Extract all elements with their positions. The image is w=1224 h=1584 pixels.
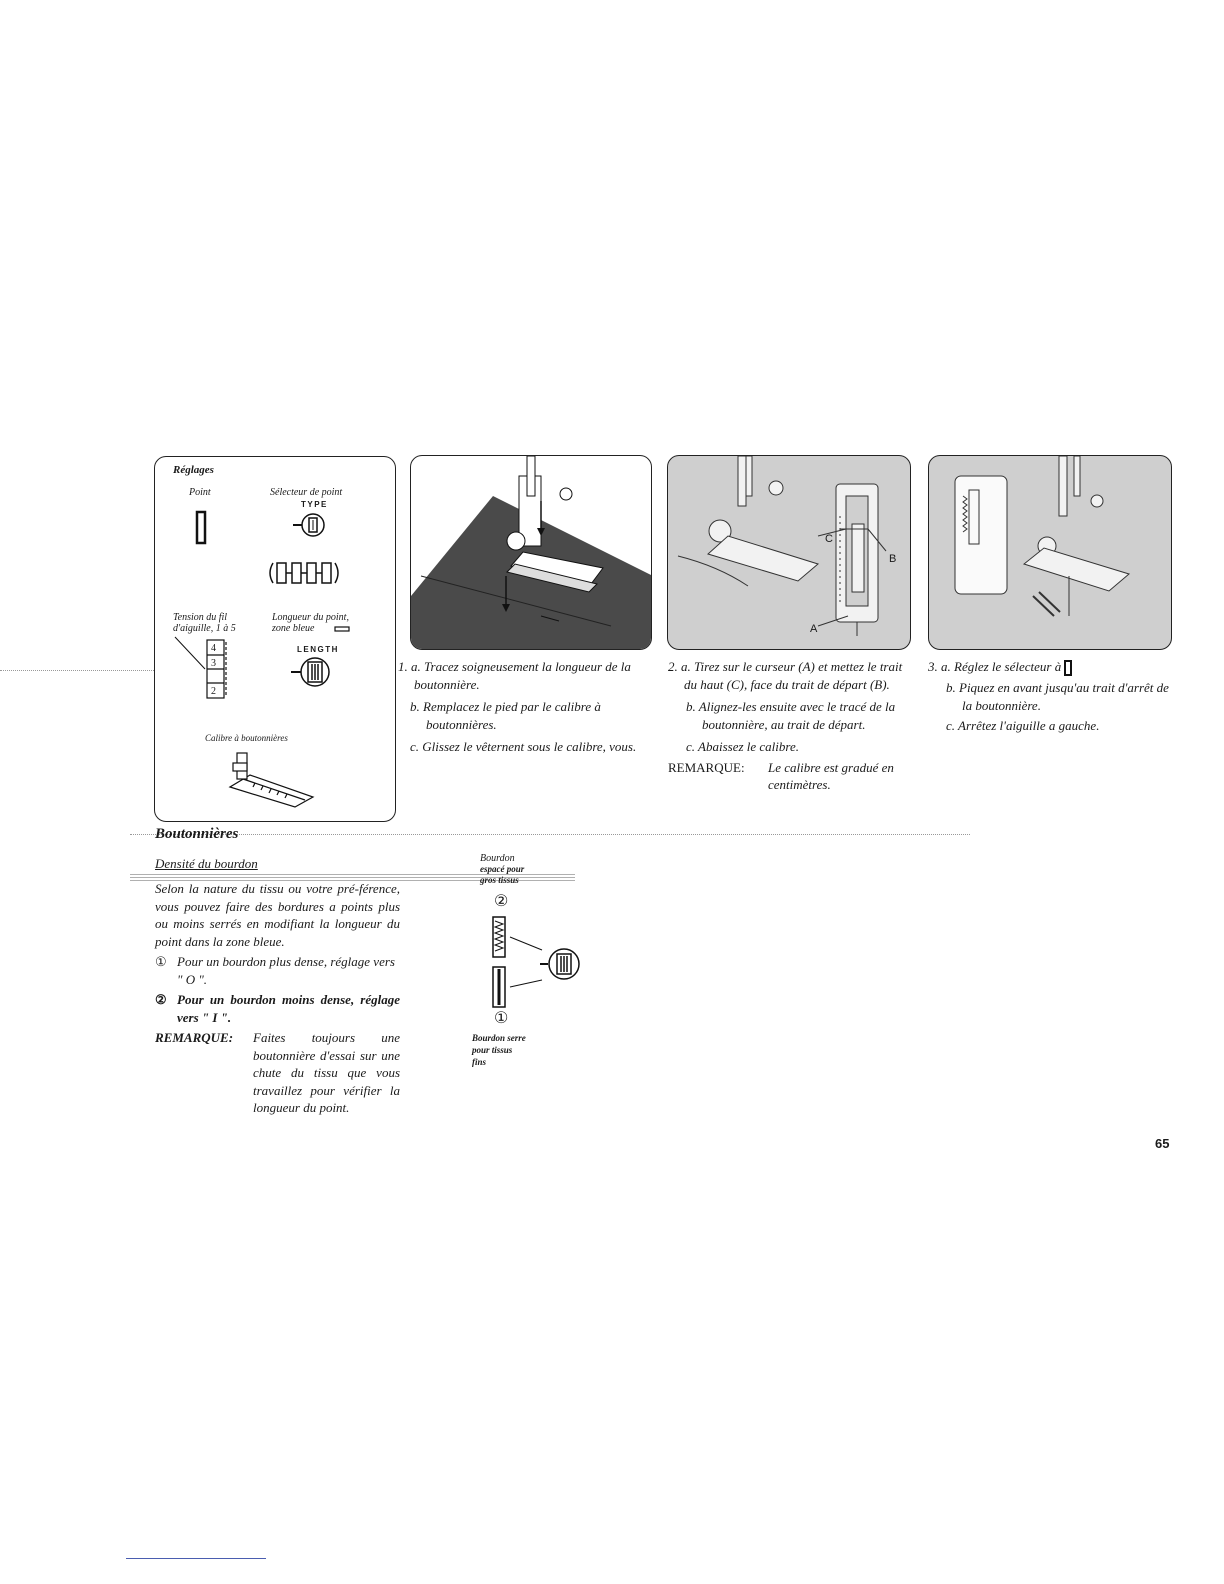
tension-label-1: Tension du fil xyxy=(173,612,228,623)
separator-line xyxy=(0,670,154,671)
dial-number-4: 4 xyxy=(211,643,216,654)
step-2-text xyxy=(668,658,916,794)
blue-zone-icon xyxy=(335,627,349,631)
page-number: 65 xyxy=(1155,1136,1170,1151)
settings-illustrations xyxy=(155,457,396,822)
dial-number-2: 2 xyxy=(211,686,216,697)
separator-line xyxy=(130,834,970,835)
sewing-buttonhole-illustration xyxy=(929,456,1172,650)
density-top-label-1: Bourdon xyxy=(480,853,515,864)
step-2-note-label: REMARQUE: xyxy=(668,759,745,775)
step-3c: c. Arrêtez l'aiguille a gauche. xyxy=(946,718,1100,734)
footer-line xyxy=(126,1558,266,1559)
dial-number-3: 3 xyxy=(211,658,216,669)
label-c: C xyxy=(825,533,833,545)
gauge-slider-illustration xyxy=(668,456,911,650)
buttonhole-steps-icon xyxy=(270,563,338,583)
step-2-note xyxy=(668,759,916,794)
section-note xyxy=(155,1029,400,1117)
label-b: B xyxy=(889,553,897,565)
buttonhole-gauge-icon xyxy=(230,753,313,807)
density-bottom-label-2: pour tissus xyxy=(472,1045,513,1055)
label-a: A xyxy=(810,623,818,635)
step-2c: c. Abaissez le calibre. xyxy=(686,739,800,754)
step-3-text xyxy=(928,658,1178,735)
density-top-label-3: gros tissus xyxy=(480,875,519,885)
step-1c: c. Glissez le vêternent sous le calibre, vous. xyxy=(410,739,637,754)
item-2-marker: ② xyxy=(155,992,167,1007)
density-bottom-label-1: Bourdon serre xyxy=(472,1033,526,1043)
section-heading: Boutonnières xyxy=(155,826,239,842)
step-1a: 1. a. Tracez soigneusement la longueur de la boutonnière. xyxy=(398,659,631,692)
tension-label-2: d'aiguille, 1 à 5 xyxy=(173,623,236,634)
settings-title: Réglages xyxy=(173,464,214,476)
buttonhole-point-icon xyxy=(197,512,205,543)
density-marker-top: ② xyxy=(494,893,509,910)
section-note-label: REMARQUE: xyxy=(155,1030,234,1045)
density-marker-bottom: ① xyxy=(494,1010,509,1027)
step-3a xyxy=(928,658,1178,676)
step-2-note-body: Le calibre est gradué en centimètres. xyxy=(768,759,894,792)
length-label-2: zone bleue xyxy=(272,623,315,634)
settings-panel xyxy=(154,456,396,822)
figure-step-3 xyxy=(928,455,1172,650)
step-3a-text: 3. a. Réglez le sélecteur à xyxy=(928,659,1062,674)
stitch-density-illustration xyxy=(480,912,590,1012)
calibre-label: Calibre à boutonnières xyxy=(205,733,288,743)
length-label-1: Longueur du point, xyxy=(272,612,349,623)
density-top-label-2: espacé pour xyxy=(480,864,525,874)
length-dial-icon xyxy=(291,658,329,686)
section-intro: Selon la nature du tissu ou votre pré-férence, vous pouvez faire des bordures a points plus ou moins serrés en modifiant la longueur du point dans la zone bleue. xyxy=(155,881,400,949)
density-bottom-label-3: fins xyxy=(472,1057,487,1067)
length-knob-icon xyxy=(540,949,579,979)
density-item-2 xyxy=(155,991,400,1026)
buttonhole-selector-icon xyxy=(1064,660,1072,676)
gauge-on-fabric-illustration xyxy=(411,456,652,650)
item-2-text: Pour un bourdon moins dense, réglage vers " I ". xyxy=(177,992,400,1025)
density-item-1 xyxy=(155,953,400,988)
type-caption: TYPE xyxy=(301,500,328,509)
step-1-text xyxy=(398,658,660,756)
tension-dial-icon xyxy=(175,637,226,698)
item-1-marker: ① xyxy=(155,954,167,969)
point-label: Point xyxy=(189,487,211,498)
item-1-text: Pour un bourdon plus dense, réglage vers " O ". xyxy=(177,954,395,987)
section-subheading: Densité du bourdon xyxy=(155,856,258,871)
section-note-body: Faites toujours une boutonnière d'essai sur une chute du tissu que vous travaillez pour vérifier la longueur du point. xyxy=(253,1030,400,1115)
figure-step-1 xyxy=(410,455,652,650)
step-2a: 2. a. Tirez sur le curseur (A) et mettez le trait du haut (C), face du trait de départ (B). xyxy=(668,659,903,692)
step-2b: b. Alignez-les ensuite avec le tracé de la boutonnière, au trait de départ. xyxy=(686,699,896,732)
length-caption: LENGTH xyxy=(297,645,339,654)
section-body xyxy=(155,880,400,1117)
figure-step-2 xyxy=(667,455,911,650)
type-selector-dial-icon xyxy=(293,514,324,536)
step-3b: b. Piquez en avant jusqu'au trait d'arrêt de la boutonnière. xyxy=(946,680,1169,713)
selector-label: Sélecteur de point xyxy=(270,487,343,498)
step-1b: b. Remplacez le pied par le calibre à boutonnières. xyxy=(410,699,601,732)
